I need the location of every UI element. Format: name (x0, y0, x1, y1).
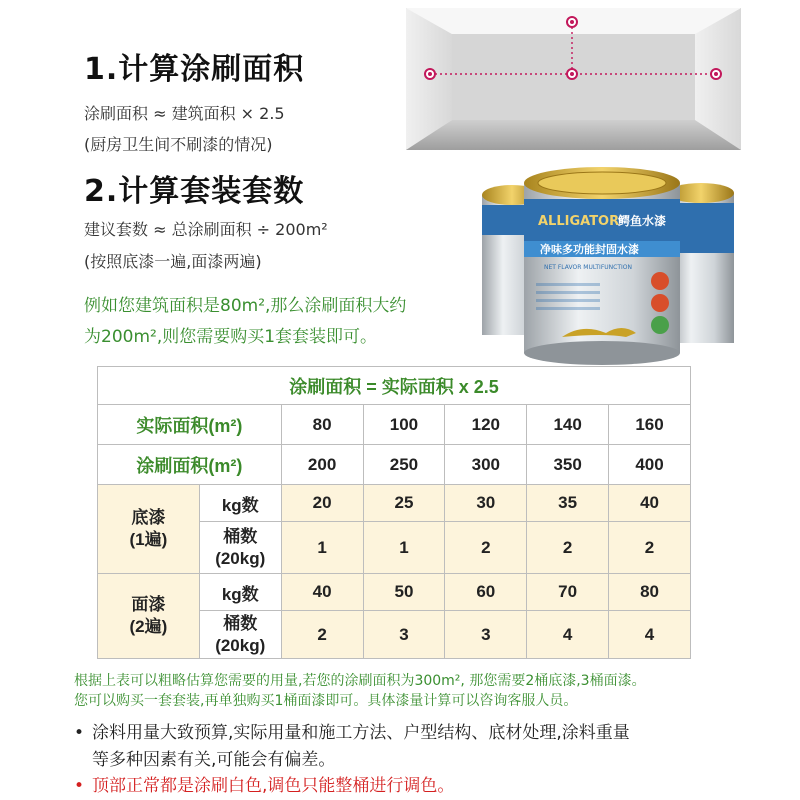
topcoat-kg-cell: 60 (445, 574, 527, 611)
primer-bucket-cell: 1 (363, 522, 445, 574)
bullet-2-text: 顶部正常都是涂刷白色,调色只能整桶进行调色。 (92, 776, 455, 796)
bullet-item-1 (74, 718, 630, 743)
actual-area-cell: 140 (527, 405, 609, 445)
primer-kg-cell: 25 (363, 485, 445, 522)
footer-note-2: 您可以购买一套套装,再单独购买1桶面漆即可。具体漆量计算可以咨询客服人员。 (74, 693, 578, 709)
topcoat-bucket-cell: 4 (609, 611, 691, 659)
topcoat-kg-cell: 80 (609, 574, 691, 611)
primer-kg-cell: 40 (609, 485, 691, 522)
svg-text:鳄鱼水漆: 鳄鱼水漆 (618, 214, 667, 228)
paint-area-cell: 200 (281, 445, 363, 485)
bucket-label-text: 桶数 (223, 613, 258, 633)
topcoat-kg-cell: 50 (363, 574, 445, 611)
kg-label: kg数 (199, 574, 281, 611)
primer-bucket-cell: 2 (527, 522, 609, 574)
topcoat-bucket-cell: 2 (281, 611, 363, 659)
bullet-1-text: 涂料用量大致预算,实际用量和施工方法、户型结构、底材处理,涂料重量 (92, 723, 630, 743)
example-line-2: 为200m²,则您需要购买1套套装即可。 (84, 327, 378, 347)
usage-table (97, 366, 691, 659)
bullet-item-2 (74, 771, 454, 796)
primer-kg-cell: 20 (281, 485, 363, 522)
kg-label: kg数 (199, 485, 281, 522)
section1-heading: 1.计算涂刷面积 (84, 52, 305, 87)
section1-formula: 涂刷面积 ≈ 建筑面积 × 2.5 (84, 104, 285, 123)
actual-area-cell: 160 (609, 405, 691, 445)
primer-bucket-cell: 1 (281, 522, 363, 574)
bullet-dot-icon: • (74, 776, 85, 796)
topcoat-bucket-cell: 3 (445, 611, 527, 659)
paint-cans-image (478, 165, 740, 365)
paint-area-cell: 350 (527, 445, 609, 485)
topcoat-group-label (98, 574, 200, 659)
bucket-label-text: 桶数 (223, 526, 258, 546)
topcoat-bucket-cell: 3 (363, 611, 445, 659)
topcoat-bucket-cell: 4 (527, 611, 609, 659)
bucket-label-unit: (20kg) (215, 635, 266, 655)
actual-area-label: 实际面积(m²) (98, 405, 282, 445)
svg-text:ALLIGATOR: ALLIGATOR (538, 214, 620, 229)
primer-bucket-cell: 2 (445, 522, 527, 574)
svg-text:净味多功能封固水漆: 净味多功能封固水漆 (540, 243, 639, 256)
bucket-label-unit: (20kg) (215, 548, 266, 568)
primer-coats: (1遍) (129, 530, 168, 549)
primer-label: 底漆 (131, 508, 166, 527)
primer-kg-cell: 30 (445, 485, 527, 522)
svg-text:NET FLAVOR MULTIFUNCTION: NET FLAVOR MULTIFUNCTION (544, 264, 632, 271)
topcoat-label: 面漆 (131, 595, 166, 614)
topcoat-kg-cell: 70 (527, 574, 609, 611)
example-line-1: 例如您建筑面积是80m²,那么涂刷面积大约 (84, 296, 407, 316)
bullet-dot-icon: • (74, 723, 85, 743)
paint-area-cell: 400 (609, 445, 691, 485)
room-diagram (406, 8, 741, 150)
footer-note-1: 根据上表可以粗略估算您需要的用量,若您的涂刷面积为300m², 那您需要2桶底漆,3桶面漆。 (74, 673, 646, 689)
topcoat-kg-cell: 40 (281, 574, 363, 611)
actual-area-cell: 100 (363, 405, 445, 445)
primer-bucket-cell: 2 (609, 522, 691, 574)
actual-area-cell: 80 (281, 405, 363, 445)
topcoat-coats: (2遍) (129, 617, 168, 636)
primer-group-label (98, 485, 200, 574)
table-title: 涂刷面积 = 实际面积 x 2.5 (98, 367, 691, 405)
bullet-1-continuation: 等多种因素有关,可能会有偏差。 (92, 750, 336, 770)
bucket-label (199, 611, 281, 659)
section1-note: (厨房卫生间不刷漆的情况) (84, 135, 273, 154)
section2-formula: 建议套数 ≈ 总涂刷面积 ÷ 200m² (84, 220, 328, 239)
primer-kg-cell: 35 (527, 485, 609, 522)
paint-area-label: 涂刷面积(m²) (98, 445, 282, 485)
actual-area-cell: 120 (445, 405, 527, 445)
paint-area-cell: 300 (445, 445, 527, 485)
section2-heading: 2.计算套装套数 (84, 174, 305, 209)
bucket-label (199, 522, 281, 574)
paint-area-cell: 250 (363, 445, 445, 485)
section2-note: (按照底漆一遍,面漆两遍) (84, 252, 262, 271)
